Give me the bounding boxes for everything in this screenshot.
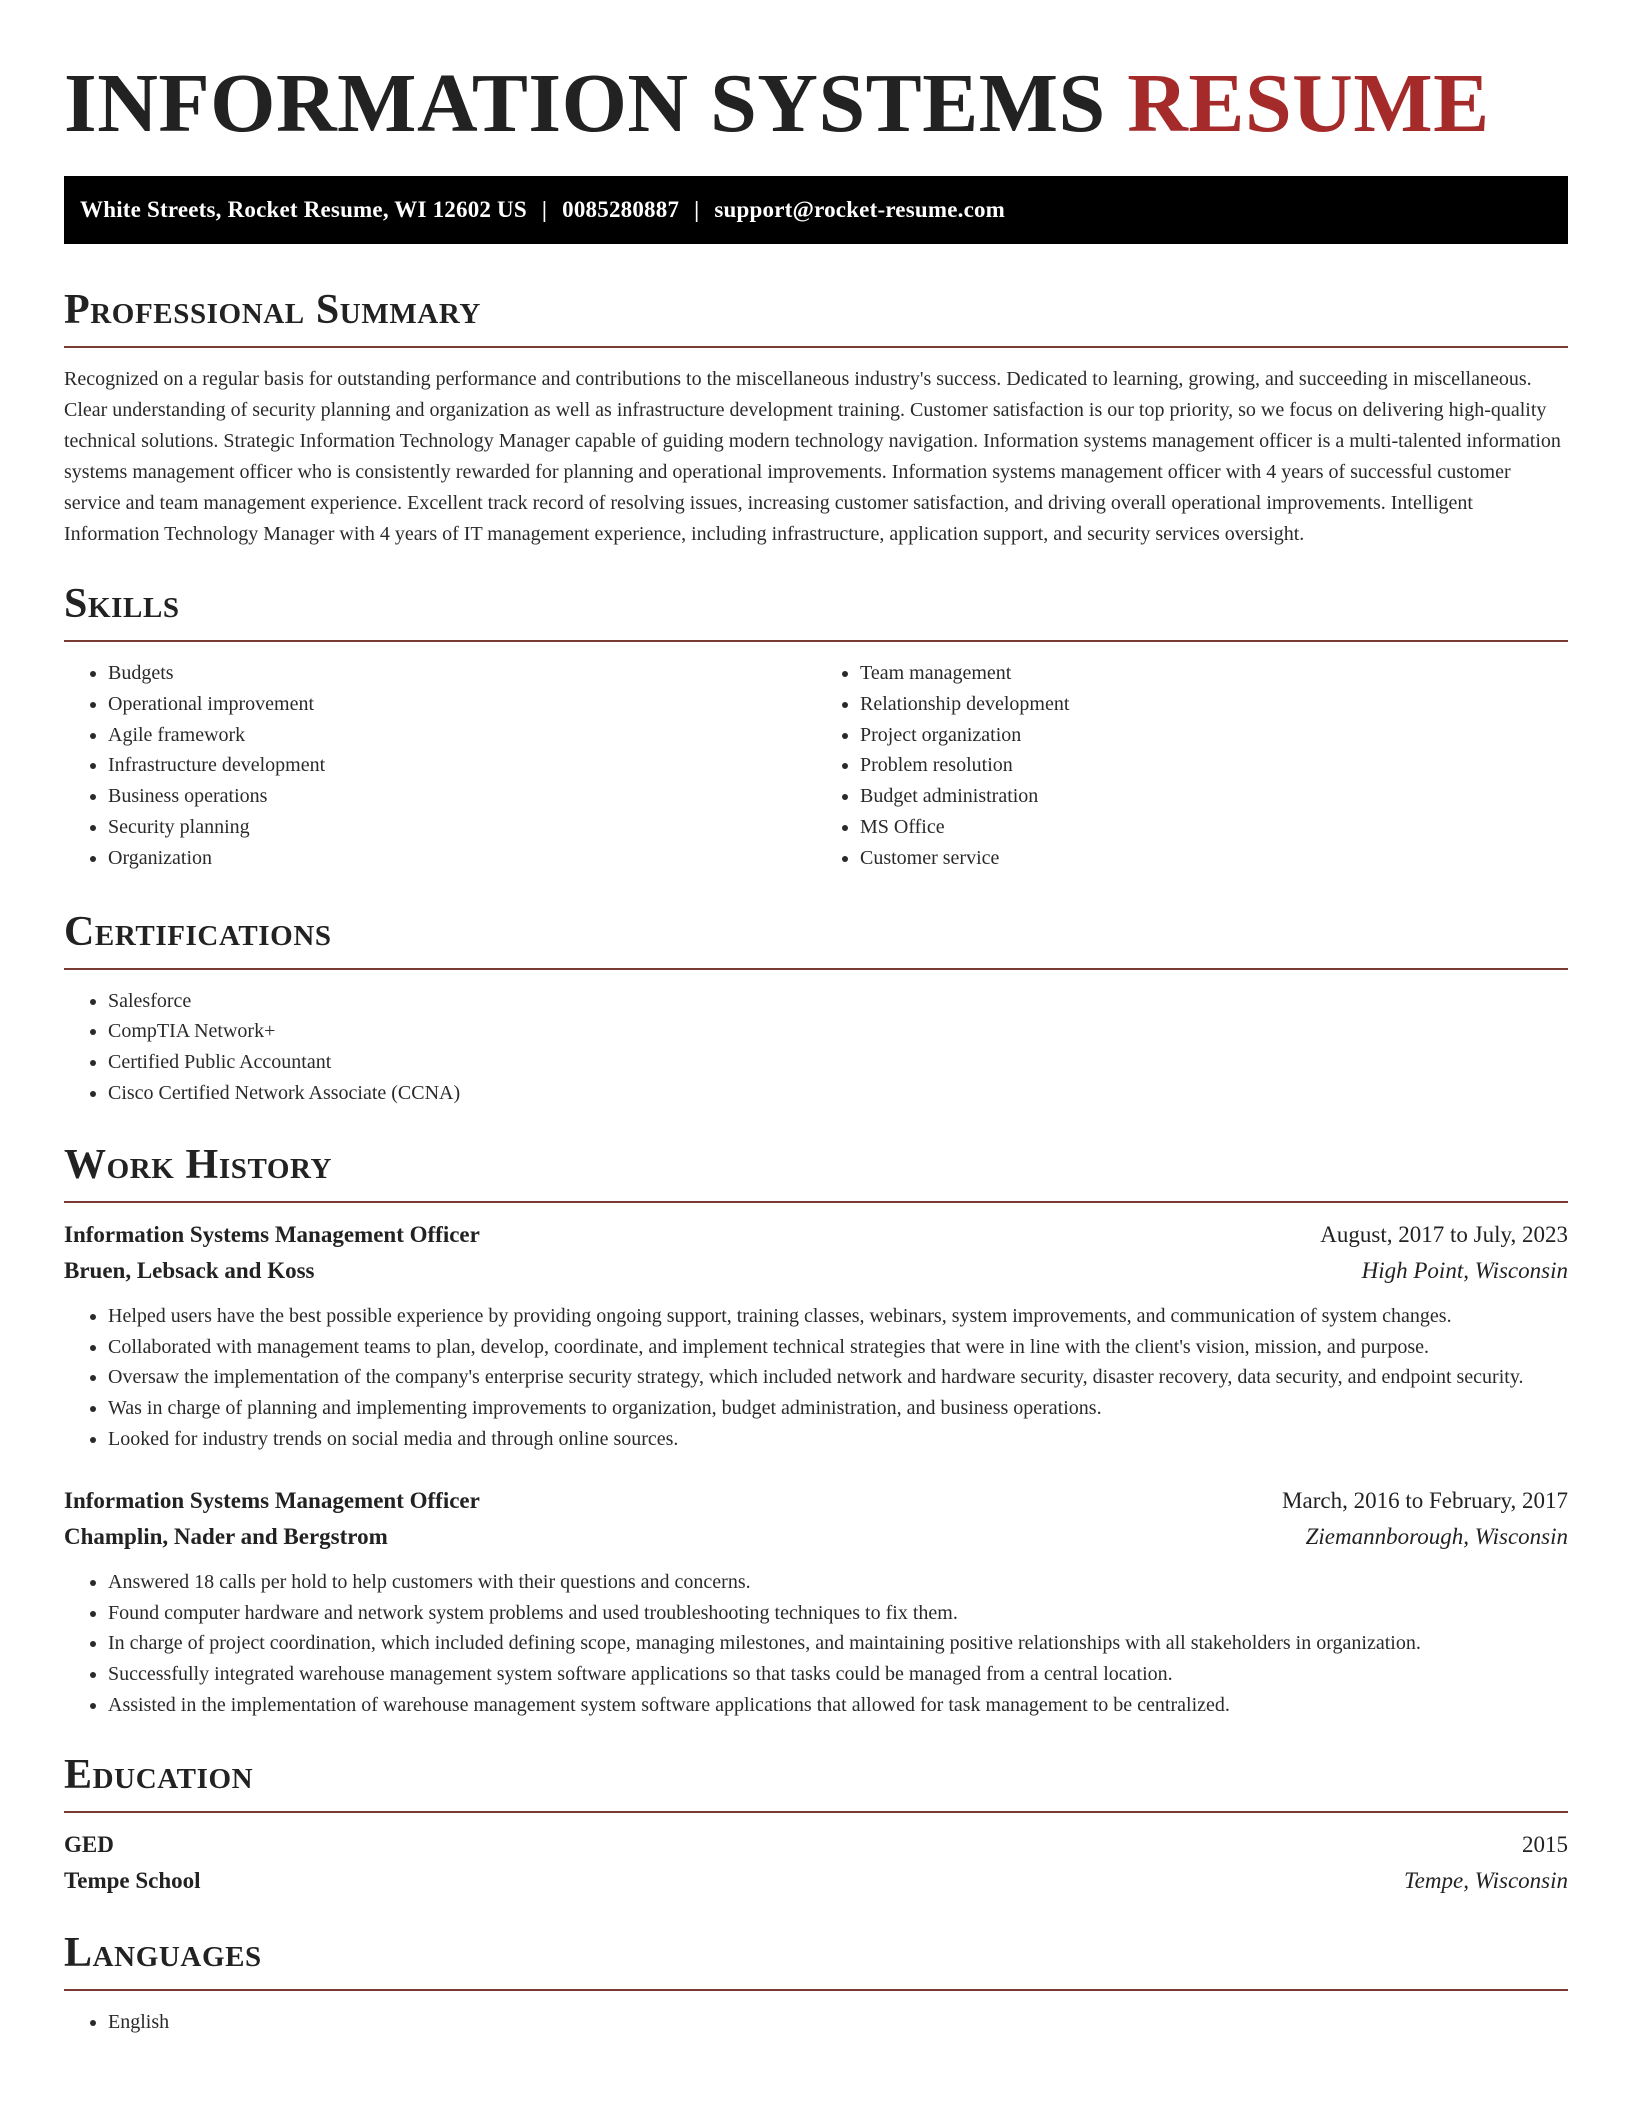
skill-item: • Team management [860, 658, 1568, 689]
job-duties-list [64, 1301, 1568, 1455]
skills-column-right [816, 658, 1568, 874]
education-year: 2015 [1522, 1831, 1568, 1857]
skill-item: • Organization [108, 843, 816, 874]
section-divider [64, 1989, 1568, 1991]
resume-header [64, 0, 1568, 176]
job-dates: March, 2016 to February, 2017 [1282, 1487, 1568, 1513]
skill-item: • Operational improvement [108, 689, 816, 720]
skill-item: • Budget administration [860, 781, 1568, 812]
skill-item: • Budgets [108, 658, 816, 689]
certification-item: • CompTIA Network+ [108, 1016, 1568, 1047]
certifications-section [64, 908, 1568, 1109]
skills-column-left [64, 658, 816, 874]
section-divider [64, 346, 1568, 348]
section-heading: Certifications [64, 908, 332, 955]
skills-list [816, 658, 1568, 874]
contact-email[interactable]: support@rocket-resume.com [714, 197, 1006, 222]
job-duty: • Assisted in the implementation of warehouse management system software applications that allowed for task management to be centralized. [108, 1690, 1568, 1721]
section-divider [64, 1811, 1568, 1813]
job-company: Champlin, Nader and Bergstrom [64, 1523, 388, 1549]
section-heading: Professional Summary [64, 287, 481, 333]
summary-text: Recognized on a regular basis for outstanding performance and contributions to the miscellaneous industry's success. Dedicated to learning, growing, and succeeding in miscellaneous. Clear understanding of security planning and organization as well as infrastructure development training. Customer satisfaction is our top priority, so we focus on delivering high-quality technical solutions. Strategic Information Technology Manager capable of guiding modern technology navigation. Information systems management officer is a multi-talented information systems management officer who is consistently rewarded for planning and operational improvements. Information systems management officer with 4 years of successful customer service and team management experience. Excellent track record of resolving issues, increasing customer satisfaction, and driving overall operational improvements. Intelligent Information Technology Manager with 4 years of IT management experience, including infrastructure, application support, and security services oversight. [64, 368, 1561, 545]
education-school: Tempe School [64, 1867, 201, 1893]
education-degree: GED [64, 1831, 114, 1857]
education-section [64, 1751, 1568, 1899]
skill-item: • Security planning [108, 812, 816, 843]
education-entry [64, 1827, 1568, 1899]
section-divider [64, 968, 1568, 970]
certification-item: • Salesforce [108, 986, 1568, 1017]
education-degree-row [64, 1827, 1568, 1863]
title-main: INFORMATION SYSTEMS [64, 57, 1106, 150]
languages-list [64, 2007, 1568, 2038]
job-duty: • Answered 18 calls per hold to help customers with their questions and concerns. [108, 1567, 1568, 1598]
job-company: Bruen, Lebsack and Koss [64, 1257, 315, 1283]
job-duty: • Found computer hardware and network system problems and used troubleshooting techniques to fix them. [108, 1598, 1568, 1629]
languages-section [64, 1929, 1568, 2038]
summary-section [64, 286, 1568, 550]
education-location: Tempe, Wisconsin [1404, 1867, 1568, 1893]
language-item: • English [108, 2007, 1568, 2038]
job-duty: • Was in charge of planning and implementing improvements to organization, budget administration, and business operations. [108, 1393, 1568, 1424]
skill-item: • Agile framework [108, 720, 816, 751]
skills-grid [64, 658, 1568, 874]
job-duty: • Looked for industry trends on social media and through online sources. [108, 1424, 1568, 1455]
contact-phone: 0085280887 [562, 197, 680, 222]
title-accent: RESUME [1127, 57, 1490, 150]
job-company-row [64, 1519, 1568, 1555]
job-header-row [64, 1483, 1568, 1519]
skill-item: • Infrastructure development [108, 750, 816, 781]
job-entry [64, 1483, 1568, 1721]
education-school-row [64, 1863, 1568, 1899]
skill-item: • Business operations [108, 781, 816, 812]
section-heading: Languages [64, 1929, 262, 1976]
resume-title [64, 58, 1568, 150]
job-location: High Point, Wisconsin [1361, 1257, 1568, 1283]
certification-item: • Certified Public Accountant [108, 1047, 1568, 1078]
contact-separator: | [694, 197, 700, 222]
certification-item: • Cisco Certified Network Associate (CCNA) [108, 1078, 1568, 1109]
job-entry [64, 1217, 1568, 1455]
job-title: Information Systems Management Officer [64, 1221, 480, 1247]
job-duty: • Successfully integrated warehouse management system software applications so that tasks could be managed from a central location. [108, 1659, 1568, 1690]
skill-item: • Customer service [860, 843, 1568, 874]
job-title: Information Systems Management Officer [64, 1487, 480, 1513]
skills-section [64, 580, 1568, 874]
job-header-row [64, 1217, 1568, 1253]
contact-separator: | [541, 197, 548, 222]
skill-item: • Relationship development [860, 689, 1568, 720]
skill-item: • Project organization [860, 720, 1568, 751]
job-duties-list [64, 1567, 1568, 1721]
section-heading: Work History [64, 1141, 333, 1188]
job-duty: • Helped users have the best possible experience by providing ongoing support, training classes, webinars, system improvements, and communication of system changes. [108, 1301, 1568, 1332]
job-company-row [64, 1253, 1568, 1289]
contact-address: White Streets, Rocket Resume, WI 12602 US [80, 197, 527, 222]
section-divider [64, 1201, 1568, 1203]
section-divider [64, 640, 1568, 642]
job-duty: • In charge of project coordination, which included defining scope, managing milestones, and maintaining positive relationships with all stakeholders in organization. [108, 1628, 1568, 1659]
job-duty: • Collaborated with management teams to plan, develop, coordinate, and implement technical strategies that were in line with the client's vision, mission, and purpose. [108, 1332, 1568, 1363]
work-history-section [64, 1141, 1568, 1721]
job-location: Ziemannborough, Wisconsin [1305, 1523, 1568, 1549]
skills-list [64, 658, 816, 874]
skill-item: • Problem resolution [860, 750, 1568, 781]
skill-item: • MS Office [860, 812, 1568, 843]
job-dates: August, 2017 to July, 2023 [1320, 1221, 1568, 1247]
certifications-list [64, 986, 1568, 1109]
job-duty: • Oversaw the implementation of the company's enterprise security strategy, which included network and hardware security, disaster recovery, data security, and endpoint security. [108, 1362, 1568, 1393]
section-heading: Skills [64, 581, 180, 627]
section-heading: Education [64, 1751, 254, 1798]
contact-bar [64, 176, 1568, 244]
